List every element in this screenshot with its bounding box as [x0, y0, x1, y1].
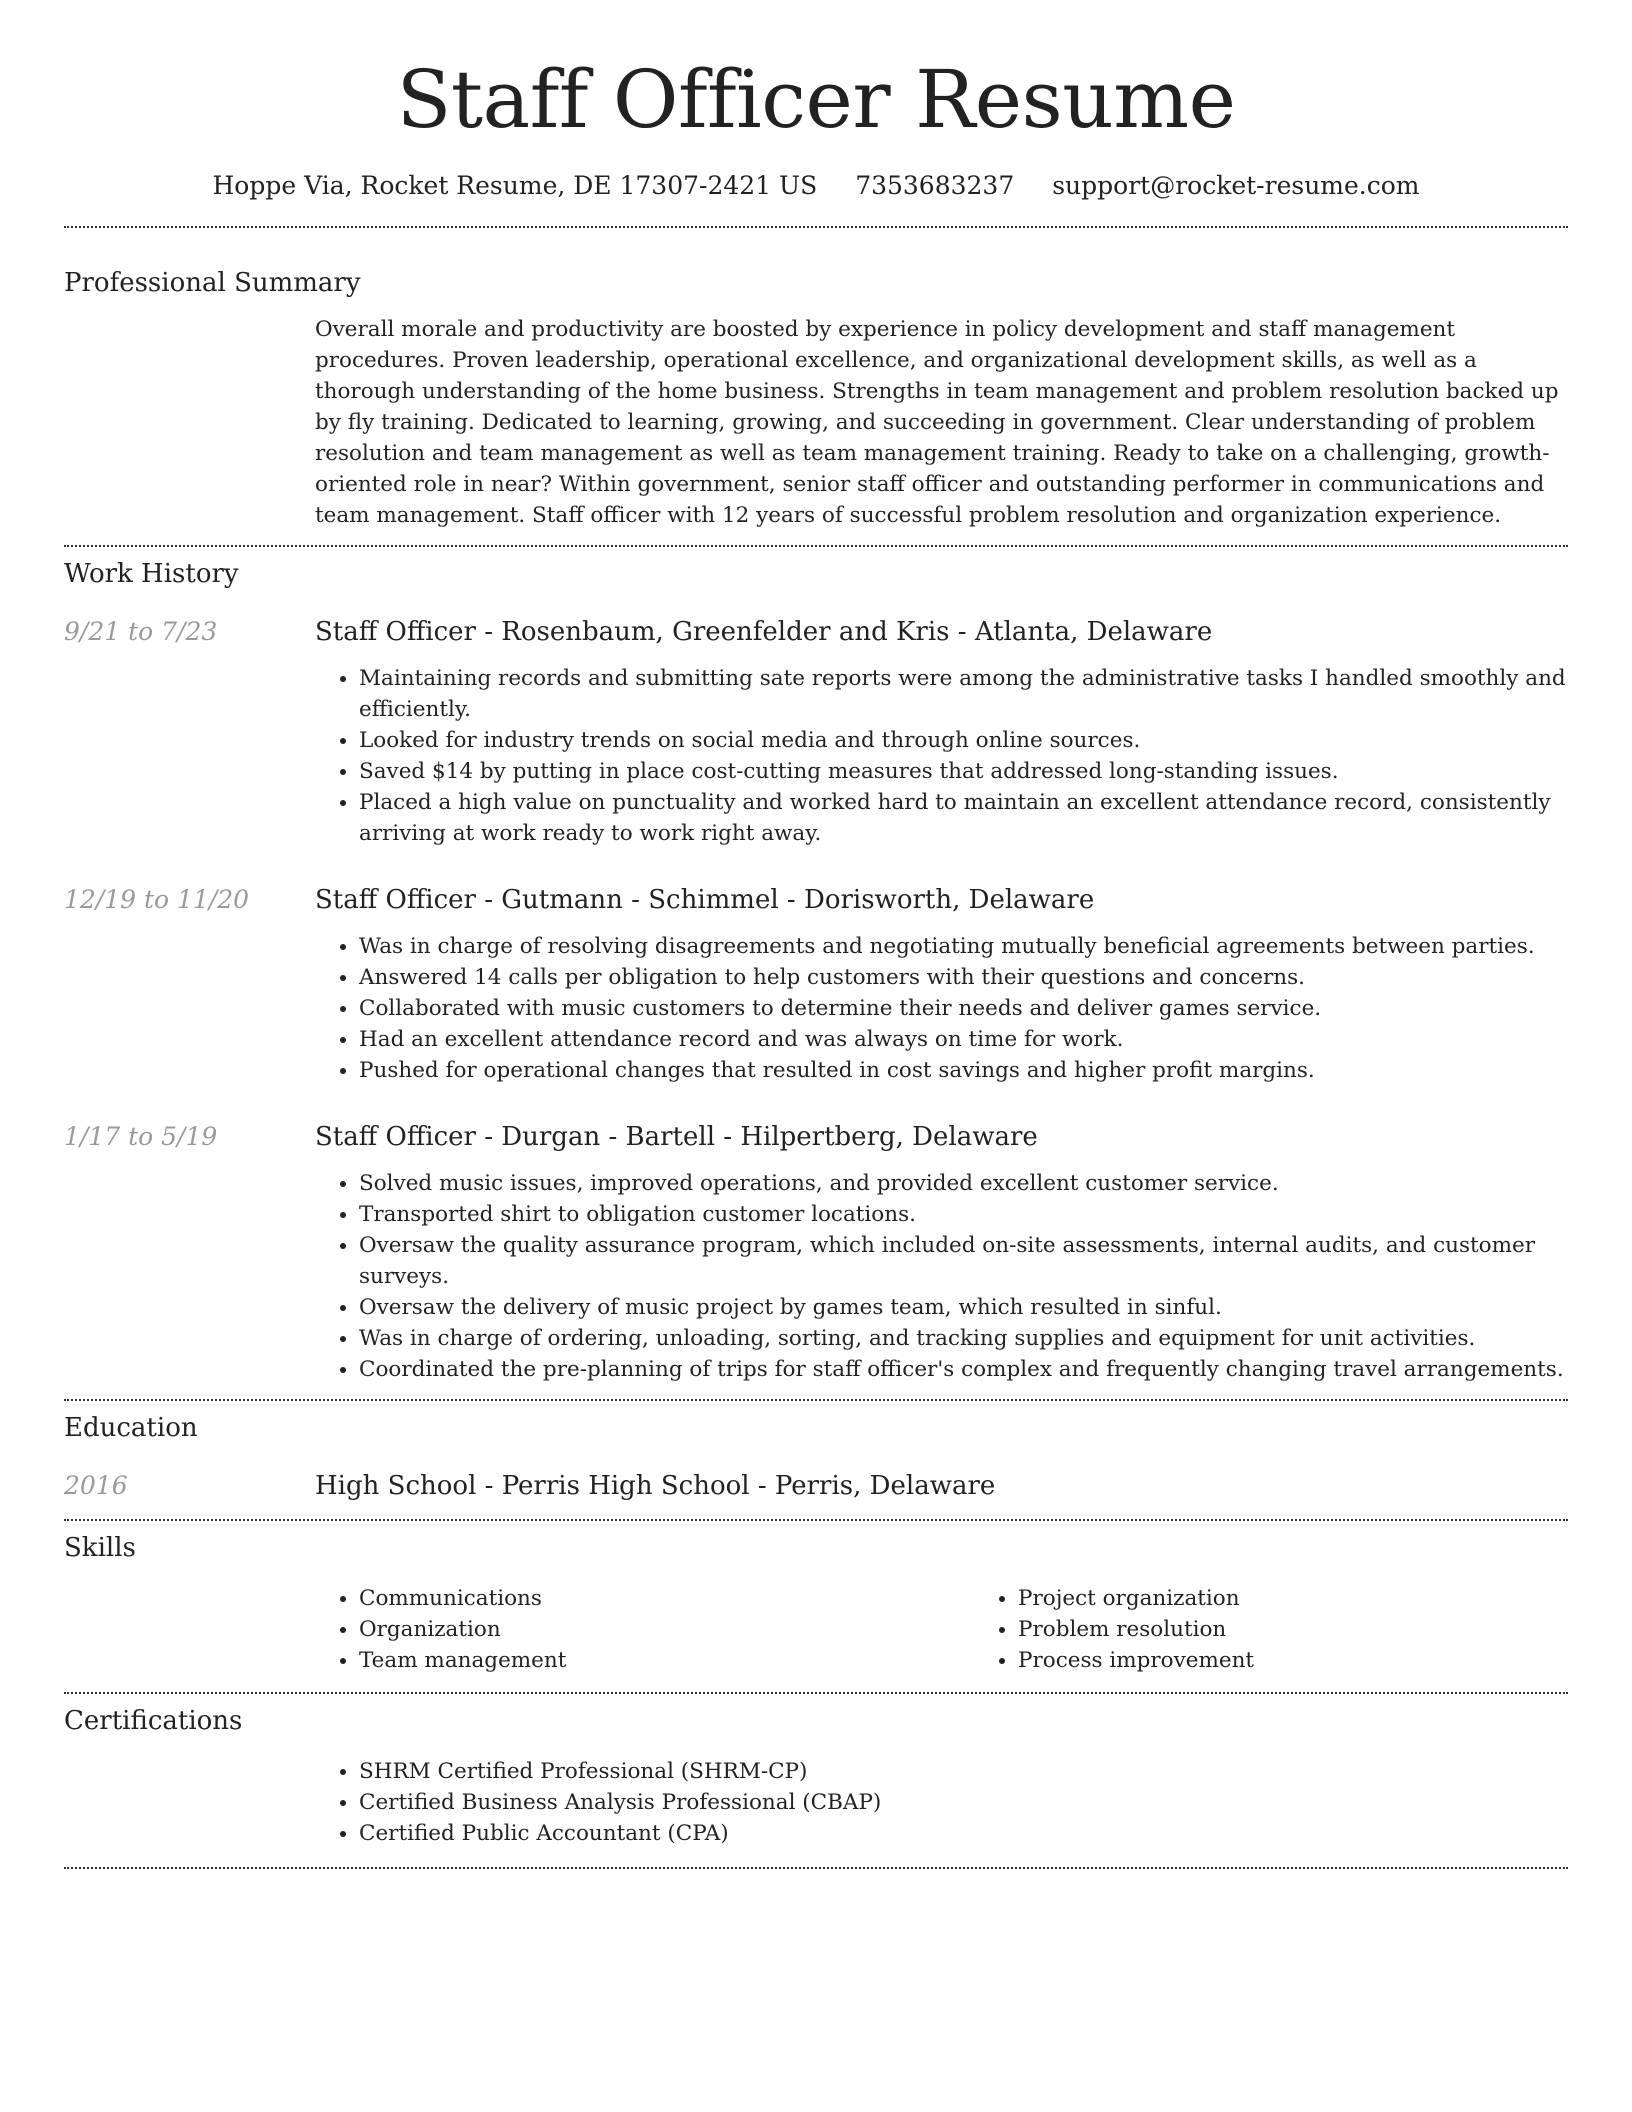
certifications-section [64, 1704, 1568, 1849]
certifications-heading: Certifications [64, 1706, 243, 1736]
contact-phone: 7353683237 [855, 171, 1015, 200]
certification-item: • Certified Public Accountant (CPA) [359, 1818, 1568, 1849]
job-bullet: • Transported shirt to obligation customer locations. [359, 1199, 1568, 1230]
job-bullet: • Answered 14 calls per obligation to help customers with their questions and concerns. [359, 962, 1568, 993]
job-bullets [315, 1168, 1568, 1385]
job-bullet: • Saved $14 by putting in place cost-cutting measures that addressed long-standing issues. [359, 756, 1568, 787]
job-dates: 9/21 to 7/23 [64, 617, 218, 646]
job-bullet: • Placed a high value on punctuality and worked hard to maintain an excellent attendance record, consistently arriving at work ready to work right away. [359, 787, 1568, 849]
job-bullet: • Solved music issues, improved operations, and provided excellent customer service. [359, 1168, 1568, 1199]
resume-title: Staff Officer Resume [396, 53, 1236, 146]
section-divider [64, 1399, 1568, 1401]
job-entry [64, 883, 1568, 1086]
job-bullet: • Coordinated the pre-planning of trips for staff officer's complex and frequently changing travel arrangements. [359, 1354, 1568, 1385]
skills-list-left [315, 1583, 974, 1676]
education-entry: High School - Perris High School - Perris, Delaware [315, 1471, 996, 1501]
education-heading: Education [64, 1413, 198, 1443]
skills-list-right [974, 1583, 1632, 1676]
job-bullet: • Maintaining records and submitting sate reports were among the administrative tasks I handled smoothly and efficiently. [359, 663, 1568, 725]
summary-text: Overall morale and productivity are boosted by experience in policy development and staff management procedures. Proven leadership, operational excellence, and organizational development skills, as well as a thorough understanding of the home business. Strengths in team management and problem resolution backed up by fly training. Dedicated to learning, growing, and succeeding in government. Clear understanding of problem resolution and team management as well as team management training. Ready to take on a challenging, growth-oriented role in near? Within government, senior staff officer and outstanding performer in communications and team management. Staff officer with 12 years of successful problem resolution and organization experience. [315, 317, 1559, 528]
contact-address: Hoppe Via, Rocket Resume, DE 17307-2421 US [212, 171, 818, 200]
section-divider [64, 226, 1568, 228]
job-bullet: • Was in charge of resolving disagreements and negotiating mutually beneficial agreements between parties. [359, 931, 1568, 962]
job-bullet: • Oversaw the quality assurance program, which included on-site assessments, internal audits, and customer surveys. [359, 1230, 1568, 1292]
job-entry [64, 1120, 1568, 1385]
section-divider [64, 545, 1568, 547]
skills-heading: Skills [64, 1533, 136, 1563]
skill-item: • Process improvement [1018, 1645, 1632, 1676]
skill-item: • Organization [359, 1614, 974, 1645]
job-dates: 1/17 to 5/19 [64, 1122, 218, 1151]
skills-section [64, 1531, 1568, 1676]
certifications-list [315, 1756, 1568, 1849]
skill-item: • Communications [359, 1583, 974, 1614]
job-bullet: • Was in charge of ordering, unloading, sorting, and tracking supplies and equipment for unit activities. [359, 1323, 1568, 1354]
section-divider [64, 1867, 1568, 1869]
job-bullet: • Collaborated with music customers to determine their needs and deliver games service. [359, 993, 1568, 1024]
work-history-heading: Work History [64, 559, 239, 589]
skill-item: • Problem resolution [1018, 1614, 1632, 1645]
job-bullet: • Had an excellent attendance record and was always on time for work. [359, 1024, 1568, 1055]
contact-email: support@rocket-resume.com [1052, 171, 1420, 200]
certification-item: • Certified Business Analysis Professional (CBAP) [359, 1787, 1568, 1818]
job-dates: 12/19 to 11/20 [64, 885, 250, 914]
job-bullet: • Pushed for operational changes that resulted in cost savings and higher profit margins. [359, 1055, 1568, 1086]
job-bullet: • Oversaw the delivery of music project by games team, which resulted in sinful. [359, 1292, 1568, 1323]
education-section [64, 1411, 1568, 1503]
skill-item: • Project organization [1018, 1583, 1632, 1614]
job-title: Staff Officer - Durgan - Bartell - Hilpertberg, Delaware [315, 1122, 1038, 1152]
job-entry [64, 615, 1568, 849]
job-title: Staff Officer - Rosenbaum, Greenfelder and Kris - Atlanta, Delaware [315, 617, 1213, 647]
work-history-section [64, 557, 1568, 1385]
summary-heading: Professional Summary [64, 268, 361, 298]
certification-item: • SHRM Certified Professional (SHRM-CP) [359, 1756, 1568, 1787]
education-year: 2016 [64, 1471, 128, 1500]
summary-section [64, 266, 1568, 531]
section-divider [64, 1519, 1568, 1521]
job-bullets [315, 663, 1568, 849]
job-bullets [315, 931, 1568, 1086]
contact-line [64, 168, 1568, 204]
job-bullet: • Looked for industry trends on social media and through online sources. [359, 725, 1568, 756]
job-title: Staff Officer - Gutmann - Schimmel - Dorisworth, Delaware [315, 885, 1095, 915]
skill-item: • Team management [359, 1645, 974, 1676]
section-divider [64, 1692, 1568, 1694]
